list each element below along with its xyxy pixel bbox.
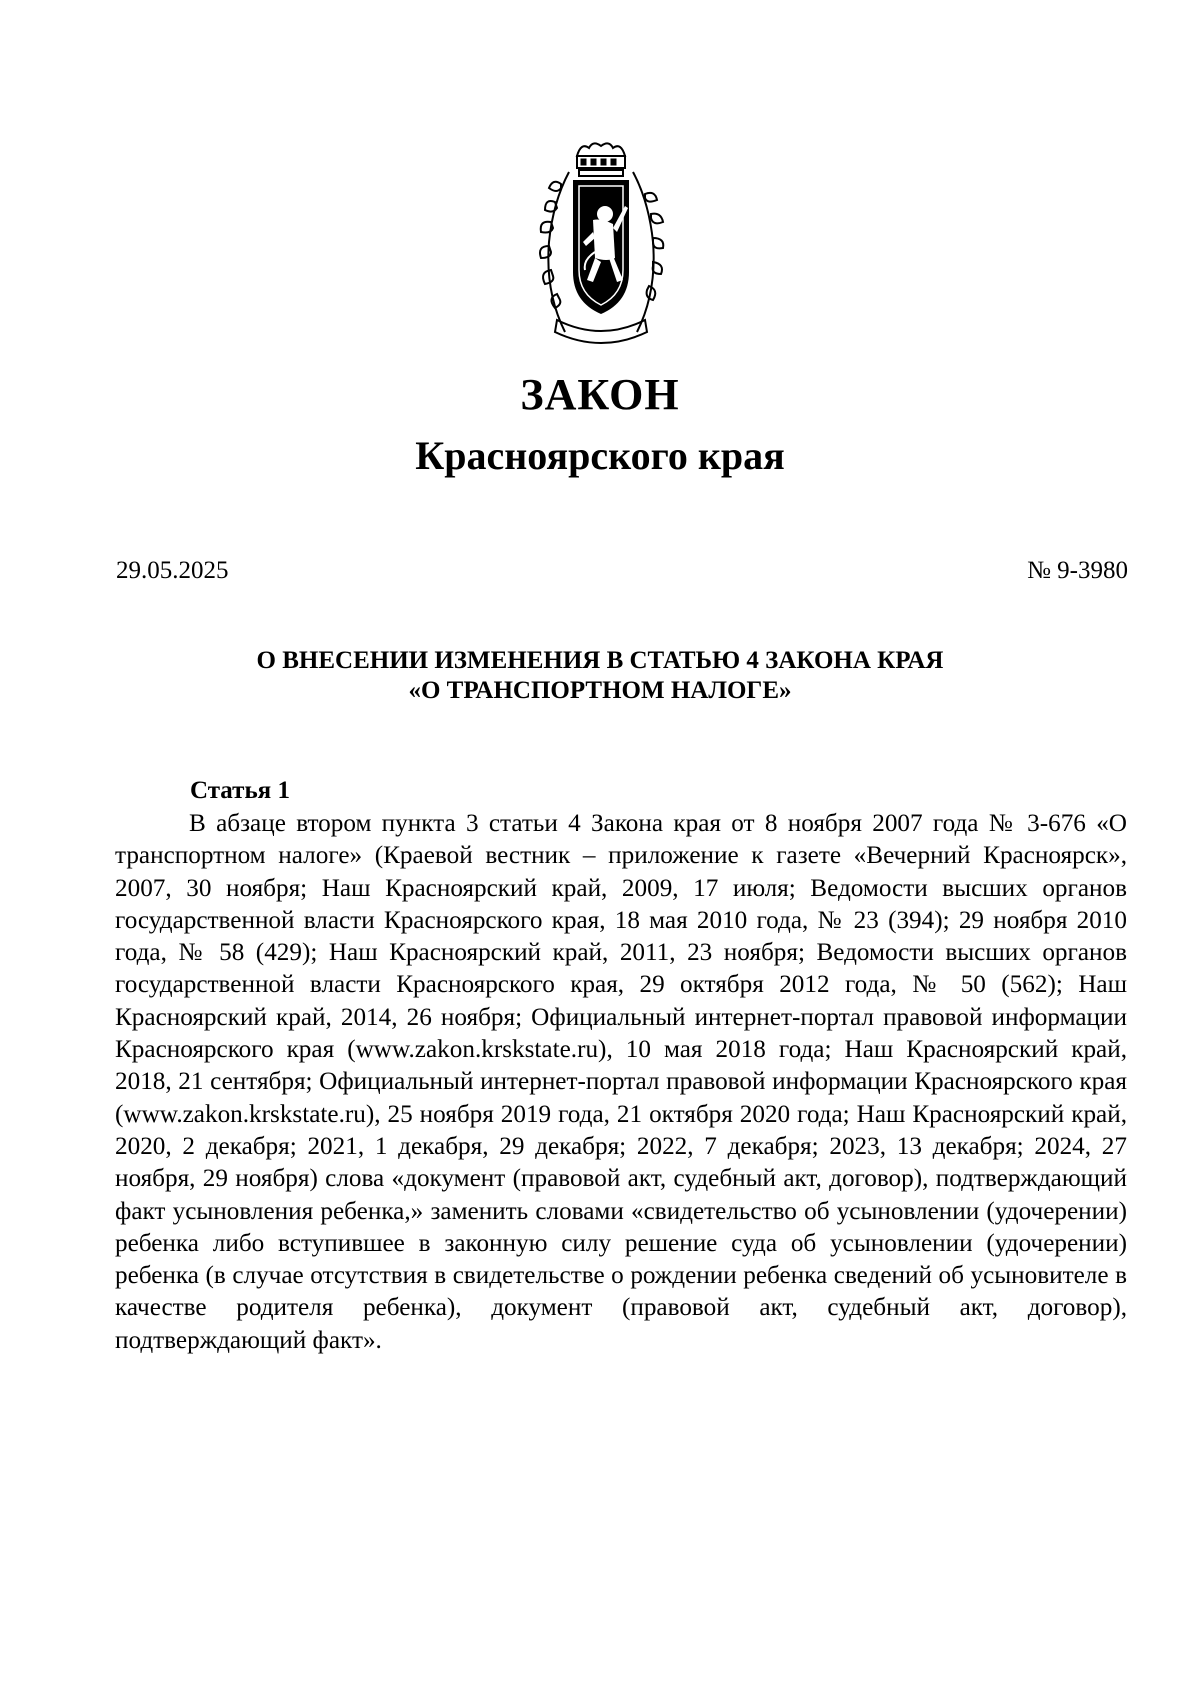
document-type-title: ЗАКОН: [520, 370, 680, 419]
region-subtitle: Красноярского края: [415, 433, 785, 478]
coat-of-arms-emblem: [535, 142, 667, 354]
article-body-text: В абзаце втором пункта 3 статьи 4 Закона края от 8 ноября 2007 года № 3-676 «О транспортном налоге» (Краевой вестник – приложение к газете «Вечерний Красноярск», 2007, 30 ноября; Наш Красноярский край, 2009, 17 июля; Ведомости высших органов государственной власти Красноярского края, 18 мая 2010 года, № 23 (394); 29 ноября 2010 года, № 58 (429); Наш Красноярский край, 2011, 23 ноября; Ведомости высших органов государственной власти Красноярского края, 29 октября 2012 года, № 50 (562); Наш Красноярский край, 2014, 26 ноября; Официальный интернет-портал правовой информации Красноярского края (www.zakon.krskstate.ru), 10 мая 2018 года; Наш Красноярский край, 2018, 21 сентября; Официальный интернет-портал правовой информации Красноярского края (www.zakon.krskstate.ru), 25 ноября 2019 года, 21 октября 2020 года; Наш Красноярский край, 2020, 2 декабря; 2021, 1 декабря, 29 декабря; 2022, 7 декабря; 2023, 13 декабря; 2024, 27 ноября, 29 ноября) слова «документ (правовой акт, судебный акт, договор), подтверждающий факт усыновления ребенка,» заменить словами «свидетельство об усыновлении (удочерении) ребенка либо вступившее в законную силу решение суда об усыновлении (удочерении) ребенка (в случае отсутствия в свидетельстве о рождении ребенка сведений об усыновителе в качестве родителя ребенка), документ (правовой акт, судебный акт, договор), подтверждающий факт».: [115, 810, 1127, 1354]
law-number: № 9-3980: [1027, 557, 1128, 584]
law-date: 29.05.2025: [116, 557, 229, 584]
law-heading-line-1: О ВНЕСЕНИИ ИЗМЕНЕНИЯ В СТАТЬЮ 4 ЗАКОНА КРАЯ: [256, 647, 944, 674]
law-heading: [0, 646, 1200, 706]
law-heading-line-2: «О ТРАНСПОРТНОМ НАЛОГЕ»: [408, 677, 792, 704]
article-title: Статья 1: [190, 777, 290, 804]
